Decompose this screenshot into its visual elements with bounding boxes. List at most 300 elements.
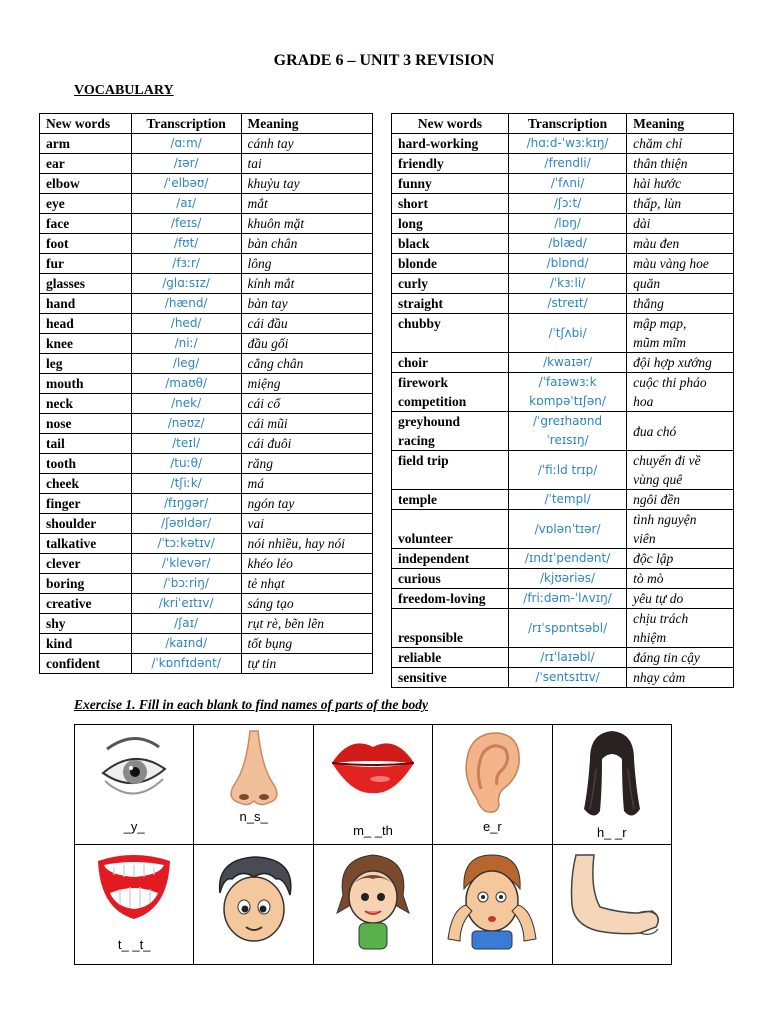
table-row xyxy=(40,234,373,254)
vocab-meaning xyxy=(627,194,734,214)
table-row xyxy=(40,594,373,614)
vocab-word: glasses xyxy=(40,274,132,294)
vocab-word-line: temple xyxy=(398,492,437,507)
page-title: GRADE 6 – UNIT 3 REVISION xyxy=(273,52,495,69)
vocab-meaning xyxy=(627,134,734,154)
table-row xyxy=(392,451,734,490)
vocab-meaning-line: nhiệm xyxy=(633,630,667,645)
table-row xyxy=(40,534,373,554)
vocab-meaning-line: đội hợp xướng xyxy=(633,355,712,370)
vocab-transcription-line: /lɒŋ/ xyxy=(554,216,581,230)
vocab-meaning-line: đáng tin cậy xyxy=(633,650,700,665)
vocab-word-line: blonde xyxy=(398,256,438,271)
vocab-meaning: khuỷu tay xyxy=(241,174,372,194)
vocab-transcription: /ˈkɒnfɪdənt/ xyxy=(131,654,241,674)
table-row xyxy=(392,648,734,668)
vocab-meaning xyxy=(627,294,734,314)
vocab-word: arm xyxy=(40,134,132,154)
vocab-word: head xyxy=(40,314,132,334)
eye-picture-icon xyxy=(99,729,169,809)
table-row xyxy=(40,254,373,274)
table-row xyxy=(40,494,373,514)
vocab-meaning: cẳng chân xyxy=(241,354,372,374)
picture-label: t_ _t_ xyxy=(117,937,151,952)
table-row xyxy=(40,214,373,234)
vocab-word-line: choir xyxy=(398,355,428,370)
vocab-word: neck xyxy=(40,394,132,414)
column-header-transcription: Transcription xyxy=(508,114,626,134)
vocab-word xyxy=(392,648,509,668)
girl-picture-icon xyxy=(333,849,413,953)
vocab-transcription: /fɜːr/ xyxy=(131,254,241,274)
vocab-transcription: /ɑːm/ xyxy=(131,134,241,154)
vocab-transcription-line: /kjʊəriəs/ xyxy=(540,571,596,585)
mouth-picture-icon xyxy=(328,729,418,799)
table-row xyxy=(392,214,734,234)
vocab-transcription xyxy=(508,294,626,314)
table-row xyxy=(40,574,373,594)
vocab-meaning: miệng xyxy=(241,374,372,394)
vocab-word: creative xyxy=(40,594,132,614)
table-row xyxy=(40,374,373,394)
table-row xyxy=(40,434,373,454)
table-row xyxy=(392,274,734,294)
table-row xyxy=(392,234,734,254)
vocab-word xyxy=(392,589,509,609)
picture-label: h_ _r xyxy=(596,825,627,840)
vocab-meaning: cái đầu xyxy=(241,314,372,334)
table-row xyxy=(392,510,734,549)
table-row xyxy=(40,194,373,214)
picture-cell-arm xyxy=(552,845,671,965)
vocab-word xyxy=(392,412,509,451)
vocab-word-line: independent xyxy=(398,551,470,566)
vocab-transcription-line: /ʃɔːt/ xyxy=(553,196,582,210)
vocab-transcription xyxy=(508,234,626,254)
table-row xyxy=(40,474,373,494)
vocab-meaning: mắt xyxy=(241,194,372,214)
vocab-transcription xyxy=(508,549,626,569)
vocab-word xyxy=(392,134,509,154)
vocab-word-line xyxy=(398,470,502,489)
vocab-transcription-line: /ˈtʃʌbi/ xyxy=(548,325,587,340)
vocab-transcription xyxy=(508,254,626,274)
vocab-word xyxy=(392,373,509,412)
vocab-word: talkative xyxy=(40,534,132,554)
vocab-meaning-line: chịu trách xyxy=(633,611,689,626)
vocab-word xyxy=(392,314,509,353)
vocab-transcription: /ɪər/ xyxy=(131,154,241,174)
vocab-meaning-line: quăn xyxy=(633,276,661,291)
vocab-meaning: đầu gối xyxy=(241,334,372,354)
vocab-word-line: competition xyxy=(398,394,467,409)
vocab-transcription: /fɪŋgər/ xyxy=(131,494,241,514)
vocab-meaning xyxy=(627,569,734,589)
table-row xyxy=(40,414,373,434)
column-header-new-words: New words xyxy=(392,114,509,134)
table-row xyxy=(392,373,734,412)
vocab-meaning: cái đuôi xyxy=(241,434,372,454)
vocab-word-line: funny xyxy=(398,176,432,191)
arm-picture-icon xyxy=(560,849,664,949)
table-row xyxy=(40,634,373,654)
table-row xyxy=(40,654,373,674)
vocab-transcription xyxy=(508,609,626,648)
vocab-meaning-line: hài hước xyxy=(633,176,682,191)
vocabulary-table-right xyxy=(391,113,734,688)
vocab-meaning: tai xyxy=(241,154,372,174)
vocab-meaning: nói nhiều, hay nói xyxy=(241,534,372,554)
table-row xyxy=(392,254,734,274)
table-row xyxy=(392,569,734,589)
table-row xyxy=(40,514,373,534)
vocab-meaning xyxy=(627,490,734,510)
vocab-transcription: /ˈelbəʊ/ xyxy=(131,174,241,194)
vocab-word-line: firework xyxy=(398,375,448,390)
vocab-word: clever xyxy=(40,554,132,574)
vocab-transcription: /tuːθ/ xyxy=(131,454,241,474)
nose-picture-icon xyxy=(224,729,284,809)
vocab-transcription-line: /ˈtempl/ xyxy=(544,492,591,506)
vocab-transcription-line: /ˈfaɪəwɜːk xyxy=(538,375,597,389)
vocab-word-line: straight xyxy=(398,296,443,311)
vocab-transcription xyxy=(508,648,626,668)
vocab-transcription-line: kɒmpəˈtɪʃən/ xyxy=(529,394,606,408)
vocab-word-line: responsible xyxy=(398,630,464,645)
picture-label: n_s_ xyxy=(239,809,268,824)
vocab-meaning: má xyxy=(241,474,372,494)
vocab-meaning: cái cổ xyxy=(241,394,372,414)
vocab-meaning-line: vùng quê xyxy=(633,472,683,487)
vocab-meaning: tẻ nhạt xyxy=(241,574,372,594)
vocab-meaning xyxy=(627,451,734,490)
vocab-transcription-line: /blɒnd/ xyxy=(546,256,589,270)
table-row xyxy=(392,174,734,194)
vocab-meaning-line: mập mạp, xyxy=(633,316,687,331)
vocab-transcription: /feɪs/ xyxy=(131,214,241,234)
vocab-transcription-line: /friːdəm-ˈlʌvɪŋ/ xyxy=(523,591,612,605)
vocab-meaning-line: yêu tự do xyxy=(633,591,684,606)
vocab-meaning: bàn tay xyxy=(241,294,372,314)
table-row xyxy=(392,549,734,569)
vocab-meaning: vai xyxy=(241,514,372,534)
vocab-transcription-line: /ɪndɪˈpendənt/ xyxy=(524,551,611,565)
vocab-word: hand xyxy=(40,294,132,314)
boy-cheeks-picture-icon xyxy=(442,849,542,953)
picture-label: m_ _th xyxy=(353,823,393,838)
vocab-meaning xyxy=(627,174,734,194)
ear-picture-icon xyxy=(457,729,527,815)
vocab-word: face xyxy=(40,214,132,234)
vocab-transcription: /aɪ/ xyxy=(131,194,241,214)
vocab-transcription xyxy=(508,134,626,154)
column-header-meaning: Meaning xyxy=(627,114,734,134)
vocab-meaning-line: chuyến đi về xyxy=(633,453,701,468)
vocab-meaning-line: cuộc thi pháo xyxy=(633,375,707,390)
vocab-meaning-line: viên xyxy=(633,531,656,546)
vocab-transcription: /ˈtɔːkətɪv/ xyxy=(131,534,241,554)
vocabulary-table-left xyxy=(39,113,373,674)
vocab-word-line: hard-working xyxy=(398,136,479,151)
table-row xyxy=(392,609,734,648)
vocab-word xyxy=(392,274,509,294)
table-row xyxy=(392,294,734,314)
vocab-meaning xyxy=(627,274,734,294)
vocab-meaning: khéo léo xyxy=(241,554,372,574)
vocab-meaning: cái mũi xyxy=(241,414,372,434)
vocab-transcription xyxy=(508,668,626,688)
vocab-word: knee xyxy=(40,334,132,354)
vocab-word-line: chubby xyxy=(398,316,441,331)
vocab-transcription: /ˈbɔːriŋ/ xyxy=(131,574,241,594)
vocab-meaning xyxy=(627,589,734,609)
vocab-word: elbow xyxy=(40,174,132,194)
vocab-meaning-line: màu vàng hoe xyxy=(633,256,709,271)
vocab-word xyxy=(392,451,509,490)
vocab-meaning-line: tò mò xyxy=(633,571,664,586)
vocab-word xyxy=(392,569,509,589)
vocab-meaning xyxy=(627,412,734,451)
picture-label: e_r xyxy=(482,819,502,834)
vocab-word-line: reliable xyxy=(398,650,442,665)
vocab-word-line: greyhound xyxy=(398,414,461,429)
vocab-transcription: /ˈklevər/ xyxy=(131,554,241,574)
vocab-transcription-line: /ˈgreɪhaʊnd xyxy=(533,414,603,428)
table-row xyxy=(40,454,373,474)
table-row xyxy=(392,314,734,353)
vocab-meaning xyxy=(627,549,734,569)
picture-cell-nose xyxy=(194,725,313,845)
vocab-transcription: /maʊθ/ xyxy=(131,374,241,394)
vocab-word xyxy=(392,510,509,549)
vocab-transcription xyxy=(508,490,626,510)
vocab-word xyxy=(392,668,509,688)
vocab-transcription xyxy=(508,353,626,373)
hair-picture-icon xyxy=(582,729,642,821)
column-header-meaning: Meaning xyxy=(241,114,372,134)
table-row xyxy=(392,353,734,373)
table-row xyxy=(392,490,734,510)
vocab-word xyxy=(392,154,509,174)
vocab-transcription-line: /hɑːd-ˈwɜːkɪŋ/ xyxy=(526,136,609,150)
vocab-word xyxy=(392,609,509,648)
table-row xyxy=(392,412,734,451)
vocab-transcription xyxy=(508,274,626,294)
vocab-word-line: racing xyxy=(398,433,435,448)
vocab-meaning: kính mắt xyxy=(241,274,372,294)
vocab-word-line: short xyxy=(398,196,428,211)
vocab-meaning: rụt rè, bẽn lẽn xyxy=(241,614,372,634)
vocab-word-line: black xyxy=(398,236,430,251)
vocab-word xyxy=(392,353,509,373)
vocab-transcription xyxy=(508,214,626,234)
vocab-transcription xyxy=(508,154,626,174)
vocab-meaning xyxy=(627,154,734,174)
vocab-meaning-line: màu đen xyxy=(633,236,680,251)
vocab-transcription: /nek/ xyxy=(131,394,241,414)
vocab-transcription: /kriˈeɪtɪv/ xyxy=(131,594,241,614)
vocab-word-line: curly xyxy=(398,276,428,291)
table-row xyxy=(392,194,734,214)
vocab-transcription-line: /streɪt/ xyxy=(547,296,588,310)
table-row xyxy=(40,394,373,414)
table-row xyxy=(392,668,734,688)
vocab-meaning: cánh tay xyxy=(241,134,372,154)
vocab-transcription xyxy=(508,314,626,353)
column-header-transcription: Transcription xyxy=(131,114,241,134)
picture-cell-mouth xyxy=(313,725,432,845)
vocab-meaning-line: đua chó xyxy=(633,423,677,439)
vocab-word: shy xyxy=(40,614,132,634)
vocab-word-line: curious xyxy=(398,571,441,586)
picture-cell-girl xyxy=(313,845,432,965)
vocab-transcription: /ʃəʊldər/ xyxy=(131,514,241,534)
table-row xyxy=(40,334,373,354)
vocab-word: cheek xyxy=(40,474,132,494)
vocab-word xyxy=(392,214,509,234)
vocab-word-line xyxy=(398,609,502,628)
table-row xyxy=(40,134,373,154)
vocab-meaning xyxy=(627,254,734,274)
vocab-meaning: tự tin xyxy=(241,654,372,674)
vocab-word: eye xyxy=(40,194,132,214)
vocabulary-heading: VOCABULARY xyxy=(74,83,174,98)
picture-cell-boy-face xyxy=(194,845,313,965)
vocab-word: foot xyxy=(40,234,132,254)
vocab-transcription: /niː/ xyxy=(131,334,241,354)
picture-cell-boy-cheeks xyxy=(433,845,552,965)
vocab-word-line xyxy=(398,510,502,529)
vocab-meaning xyxy=(627,353,734,373)
table-row xyxy=(392,134,734,154)
vocab-meaning-line: thấp, lùn xyxy=(633,196,682,211)
vocab-transcription: /tʃiːk/ xyxy=(131,474,241,494)
picture-label: _y_ xyxy=(123,819,145,834)
table-row xyxy=(40,154,373,174)
vocab-meaning-line: dài xyxy=(633,216,651,231)
vocab-transcription xyxy=(508,412,626,451)
vocab-transcription-line: /vɒlənˈtɪər/ xyxy=(534,521,601,536)
vocab-word: nose xyxy=(40,414,132,434)
vocab-transcription-line: /ˈkɜːli/ xyxy=(549,276,586,290)
exercise-picture-grid xyxy=(74,724,672,965)
vocab-transcription xyxy=(508,569,626,589)
vocab-transcription-line: ˈreɪsɪŋ/ xyxy=(546,433,589,447)
vocab-word: leg xyxy=(40,354,132,374)
picture-cell-teeth xyxy=(75,845,194,965)
table-row xyxy=(40,554,373,574)
vocab-meaning: lông xyxy=(241,254,372,274)
vocab-word xyxy=(392,234,509,254)
vocab-word xyxy=(392,549,509,569)
vocab-meaning xyxy=(627,234,734,254)
vocab-word: tooth xyxy=(40,454,132,474)
exercise-heading: Exercise 1. Fill in each blank to find names of parts of the body xyxy=(74,697,429,712)
vocab-word xyxy=(392,254,509,274)
vocab-meaning-line: nhạy cảm xyxy=(633,670,686,685)
vocab-transcription-line: /ˈfʌni/ xyxy=(550,176,585,190)
vocab-word: boring xyxy=(40,574,132,594)
column-header-new-words: New words xyxy=(40,114,132,134)
vocab-word: shoulder xyxy=(40,514,132,534)
vocab-meaning: bàn chân xyxy=(241,234,372,254)
table-row xyxy=(40,614,373,634)
vocab-word-line: friendly xyxy=(398,156,444,171)
vocab-transcription: /nəʊz/ xyxy=(131,414,241,434)
vocab-transcription: /ʃaɪ/ xyxy=(131,614,241,634)
vocab-transcription-line: /frendli/ xyxy=(544,156,591,170)
picture-cell-ear xyxy=(433,725,552,845)
table-row xyxy=(40,274,373,294)
vocab-word: mouth xyxy=(40,374,132,394)
vocab-transcription: /hænd/ xyxy=(131,294,241,314)
vocab-word-line: field trip xyxy=(398,453,449,468)
vocab-meaning-line: mũm mĩm xyxy=(633,335,687,350)
vocab-transcription: /teɪl/ xyxy=(131,434,241,454)
vocab-transcription-line: /kwaɪər/ xyxy=(543,355,593,369)
vocab-meaning-line: chăm chỉ xyxy=(633,136,683,151)
vocab-meaning: sáng tạo xyxy=(241,594,372,614)
vocab-meaning-line: thân thiện xyxy=(633,156,688,171)
vocab-transcription: /glɑːsɪz/ xyxy=(131,274,241,294)
vocab-meaning-line: tình nguyện xyxy=(633,512,697,527)
vocab-transcription xyxy=(508,373,626,412)
vocab-meaning xyxy=(627,314,734,353)
vocab-word: tail xyxy=(40,434,132,454)
vocab-transcription: /leg/ xyxy=(131,354,241,374)
vocab-meaning xyxy=(627,668,734,688)
vocab-meaning: khuôn mặt xyxy=(241,214,372,234)
vocab-word: finger xyxy=(40,494,132,514)
vocab-word xyxy=(392,294,509,314)
vocab-transcription xyxy=(508,194,626,214)
table-row xyxy=(392,589,734,609)
vocab-meaning-line: độc lập xyxy=(633,551,674,566)
table-row xyxy=(40,354,373,374)
vocab-transcription-line: /ˈsentsɪtɪv/ xyxy=(535,670,600,684)
vocab-meaning-line: thẳng xyxy=(633,296,664,311)
vocab-word: kind xyxy=(40,634,132,654)
vocab-meaning-line: hoa xyxy=(633,394,654,409)
vocab-word-line: sensitive xyxy=(398,670,447,685)
vocab-transcription xyxy=(508,589,626,609)
vocab-meaning: ngón tay xyxy=(241,494,372,514)
vocab-word: confident xyxy=(40,654,132,674)
vocab-word-line: freedom-loving xyxy=(398,591,486,606)
vocab-transcription xyxy=(508,174,626,194)
boy-face-picture-icon xyxy=(206,849,302,949)
vocab-meaning xyxy=(627,373,734,412)
vocab-meaning xyxy=(627,609,734,648)
vocab-transcription: /fʊt/ xyxy=(131,234,241,254)
vocab-word xyxy=(392,194,509,214)
vocab-meaning xyxy=(627,214,734,234)
vocab-meaning: tốt bụng xyxy=(241,634,372,654)
vocab-word xyxy=(392,174,509,194)
table-row xyxy=(40,294,373,314)
vocab-word xyxy=(392,490,509,510)
vocab-transcription xyxy=(508,510,626,549)
teeth-picture-icon xyxy=(94,849,174,925)
vocab-transcription-line: /blæd/ xyxy=(548,236,587,250)
vocab-transcription-line: /rɪˈspɒntsəbl/ xyxy=(527,620,608,635)
vocab-transcription xyxy=(508,451,626,490)
table-row xyxy=(40,174,373,194)
vocab-transcription: /kaɪnd/ xyxy=(131,634,241,654)
vocab-meaning xyxy=(627,648,734,668)
vocab-transcription-line: /rɪˈlaɪəbl/ xyxy=(540,650,595,664)
table-row xyxy=(392,154,734,174)
